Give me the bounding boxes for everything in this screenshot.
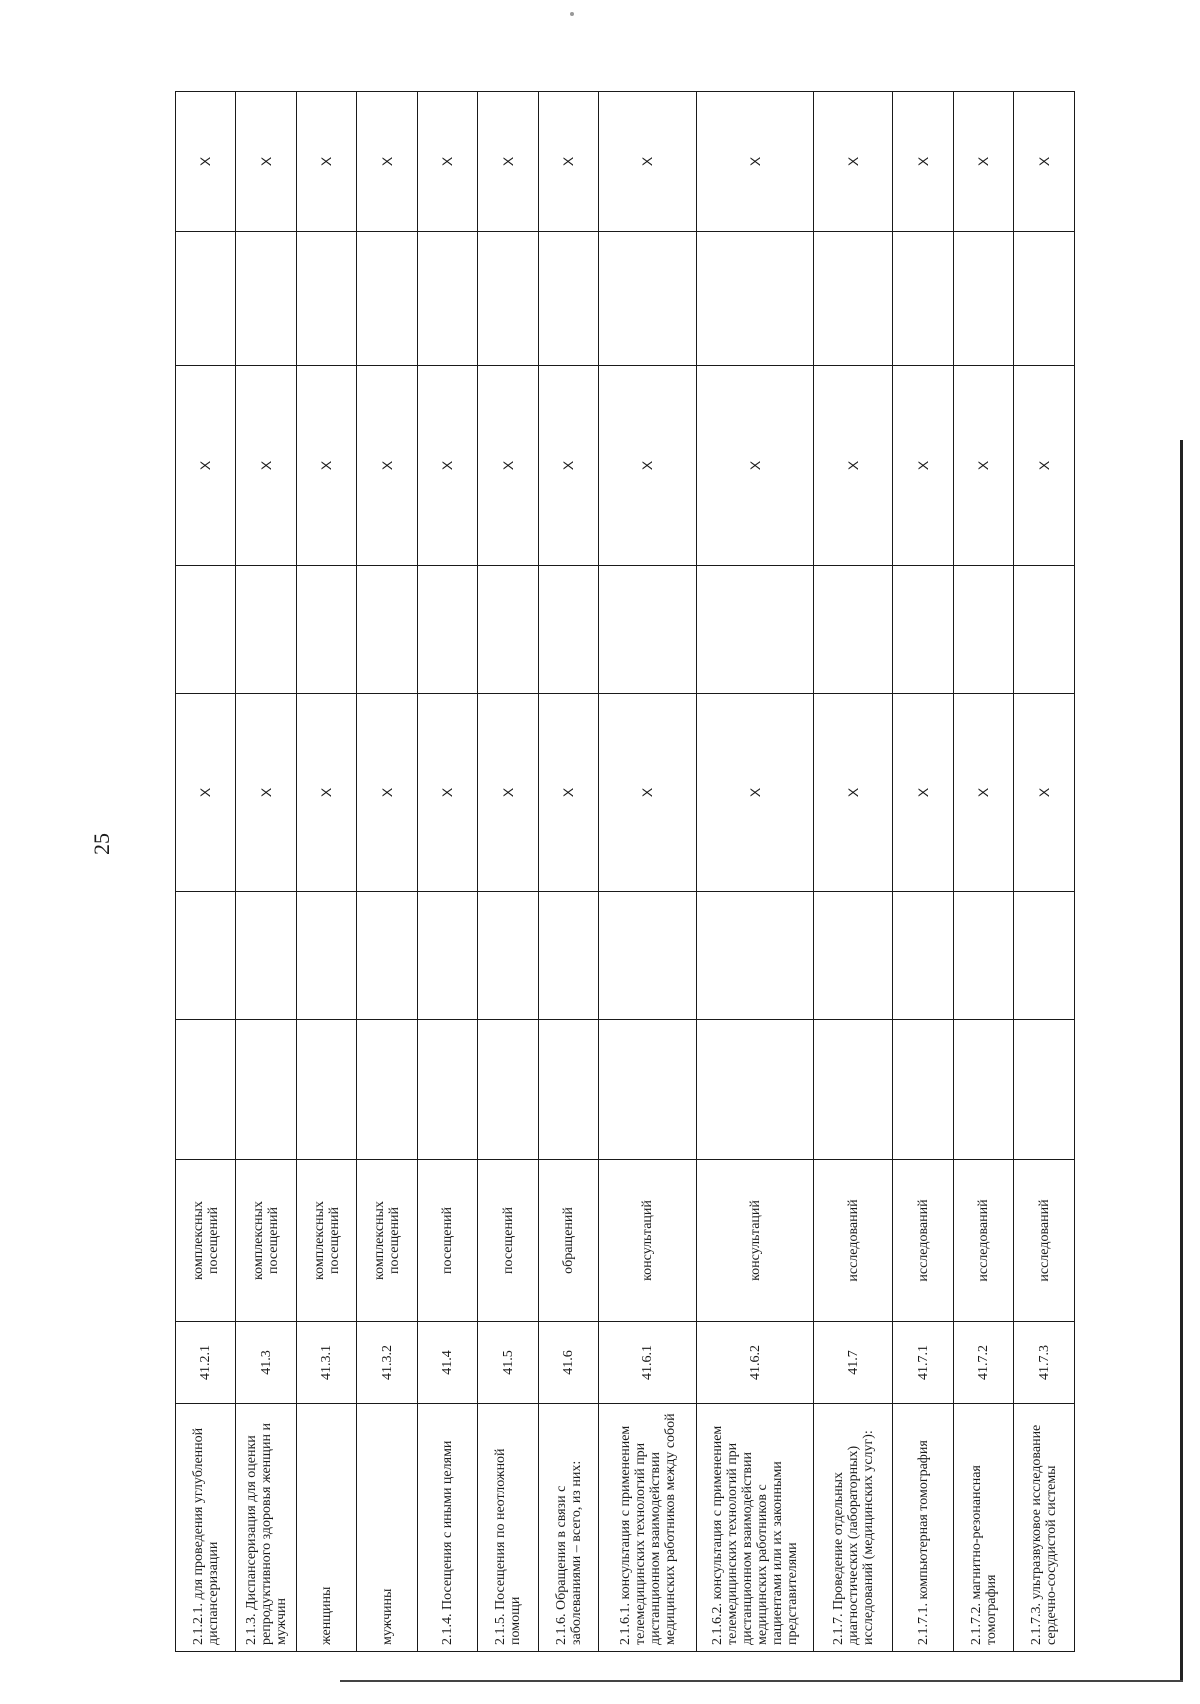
empty-value-cell [176,566,236,694]
x-mark-cell: X [1014,366,1075,566]
empty-value-cell [478,1020,538,1160]
row-code: 41.7.2 [953,1322,1013,1404]
x-mark-cell: X [296,366,356,566]
table-row [1014,92,1075,1652]
x-mark-cell: X [697,366,814,566]
x-mark-cell: X [953,92,1013,232]
row-code: 41.3 [236,1322,296,1404]
row-name: 2.1.7. Проведение отдельных диагностических (лабораторных) исследований (медицинских услуг): [814,1404,893,1652]
row-name: 2.1.6. Обращения в связи с заболеваниями – всего, из них: [538,1404,598,1652]
row-unit: комплексных посещений [296,1160,356,1322]
row-name: 2.1.6.1. консультация с применением телемедицинских технологий при дистанционном взаимодействии медицинских работников между собой [599,1404,697,1652]
row-unit: посещений [478,1160,538,1322]
x-mark-cell: X [893,92,953,232]
empty-value-cell [236,232,296,366]
row-code: 41.6.2 [697,1322,814,1404]
x-mark-cell: X [417,366,477,566]
row-unit: исследований [953,1160,1013,1322]
empty-value-cell [1014,232,1075,366]
row-code: 41.7.3 [1014,1322,1075,1404]
empty-value-cell [599,232,697,366]
x-mark-cell: X [236,694,296,892]
empty-value-cell [893,1020,953,1160]
empty-value-cell [357,232,417,366]
table-row [357,92,417,1652]
row-name: 2.1.3. Диспансеризация для оценки репродуктивного здоровья женщин и мужчин [236,1404,296,1652]
empty-value-cell [953,1020,1013,1160]
empty-value-cell [953,892,1013,1020]
report-table [175,91,1075,1652]
row-name: 2.1.5. Посещения по неотложной помощи [478,1404,538,1652]
empty-value-cell [296,1020,356,1160]
row-code: 41.2.1 [176,1322,236,1404]
x-mark-cell: X [814,366,893,566]
x-mark-cell: X [176,366,236,566]
x-mark-cell: X [538,694,598,892]
empty-value-cell [893,566,953,694]
empty-value-cell [478,566,538,694]
empty-value-cell [417,566,477,694]
x-mark-cell: X [697,694,814,892]
row-code: 41.6.1 [599,1322,697,1404]
empty-value-cell [1014,566,1075,694]
x-mark-cell: X [538,366,598,566]
empty-value-cell [697,892,814,1020]
empty-value-cell [814,566,893,694]
empty-value-cell [357,1020,417,1160]
empty-value-cell [538,1020,598,1160]
x-mark-cell: X [953,366,1013,566]
empty-value-cell [176,892,236,1020]
empty-value-cell [236,1020,296,1160]
table-row [599,92,697,1652]
table-row [814,92,893,1652]
empty-value-cell [697,1020,814,1160]
x-mark-cell: X [357,694,417,892]
x-mark-cell: X [357,366,417,566]
row-code: 41.4 [417,1322,477,1404]
scan-speck [570,12,574,16]
row-name: 2.1.7.3. ультразвуковое исследование сердечно-сосудистой системы [1014,1404,1075,1652]
empty-value-cell [893,232,953,366]
row-name: 2.1.6.2. консультация с применением телемедицинских технологий при дистанционном взаимодействии медицинских работников с пациентами или их законными представителями [697,1404,814,1652]
empty-value-cell [417,232,477,366]
empty-value-cell [599,892,697,1020]
x-mark-cell: X [953,694,1013,892]
page-number: 25 [89,833,114,855]
table-row [478,92,538,1652]
empty-value-cell [697,566,814,694]
row-code: 41.7.1 [893,1322,953,1404]
x-mark-cell: X [176,92,236,232]
empty-value-cell [599,1020,697,1160]
empty-value-cell [296,232,356,366]
row-unit: консультаций [599,1160,697,1322]
row-name: 2.1.7.2. магнитно-резонансная томография [953,1404,1013,1652]
empty-value-cell [478,892,538,1020]
empty-value-cell [538,566,598,694]
empty-value-cell [417,892,477,1020]
empty-value-cell [357,892,417,1020]
row-unit: комплексных посещений [236,1160,296,1322]
x-mark-cell: X [1014,92,1075,232]
empty-value-cell [296,892,356,1020]
empty-value-cell [1014,892,1075,1020]
row-unit: комплексных посещений [176,1160,236,1322]
row-unit: обращений [538,1160,598,1322]
x-mark-cell: X [236,92,296,232]
table-rotated-container [175,92,1075,1652]
empty-value-cell [236,566,296,694]
x-mark-cell: X [478,694,538,892]
empty-value-cell [357,566,417,694]
x-mark-cell: X [893,694,953,892]
x-mark-cell: X [814,694,893,892]
row-name: женщины [296,1404,356,1652]
row-code: 41.3.2 [357,1322,417,1404]
table-row [538,92,598,1652]
empty-value-cell [1014,1020,1075,1160]
empty-value-cell [814,232,893,366]
empty-value-cell [538,232,598,366]
table-body [176,92,1075,1652]
empty-value-cell [176,1020,236,1160]
scan-border-right [1180,440,1183,1680]
row-unit: исследований [893,1160,953,1322]
row-name: 2.1.2.1. для проведения углубленной диспансеризации [176,1404,236,1652]
empty-value-cell [236,892,296,1020]
x-mark-cell: X [814,92,893,232]
table-row [417,92,477,1652]
row-unit: комплексных посещений [357,1160,417,1322]
row-unit: посещений [417,1160,477,1322]
table-row [953,92,1013,1652]
row-name: мужчины [357,1404,417,1652]
table-row [697,92,814,1652]
table-row [296,92,356,1652]
empty-value-cell [953,566,1013,694]
x-mark-cell: X [417,92,477,232]
empty-value-cell [697,232,814,366]
scan-border-bottom [340,1680,1183,1682]
empty-value-cell [478,232,538,366]
empty-value-cell [599,566,697,694]
x-mark-cell: X [478,366,538,566]
row-name: 2.1.4. Посещения с иными целями [417,1404,477,1652]
row-unit: исследований [1014,1160,1075,1322]
row-code: 41.6 [538,1322,598,1404]
row-code: 41.5 [478,1322,538,1404]
row-unit: исследований [814,1160,893,1322]
x-mark-cell: X [417,694,477,892]
x-mark-cell: X [599,366,697,566]
x-mark-cell: X [538,92,598,232]
row-code: 41.7 [814,1322,893,1404]
empty-value-cell [893,892,953,1020]
x-mark-cell: X [236,366,296,566]
x-mark-cell: X [697,92,814,232]
x-mark-cell: X [1014,694,1075,892]
table-row [236,92,296,1652]
empty-value-cell [538,892,598,1020]
empty-value-cell [296,566,356,694]
empty-value-cell [814,892,893,1020]
x-mark-cell: X [478,92,538,232]
row-code: 41.3.1 [296,1322,356,1404]
x-mark-cell: X [357,92,417,232]
empty-value-cell [814,1020,893,1160]
x-mark-cell: X [176,694,236,892]
table-row [893,92,953,1652]
x-mark-cell: X [893,366,953,566]
x-mark-cell: X [296,92,356,232]
empty-value-cell [417,1020,477,1160]
empty-value-cell [176,232,236,366]
x-mark-cell: X [296,694,356,892]
row-unit: консультаций [697,1160,814,1322]
table-row [176,92,236,1652]
empty-value-cell [953,232,1013,366]
x-mark-cell: X [599,92,697,232]
x-mark-cell: X [599,694,697,892]
row-name: 2.1.7.1. компьютерная томография [893,1404,953,1652]
